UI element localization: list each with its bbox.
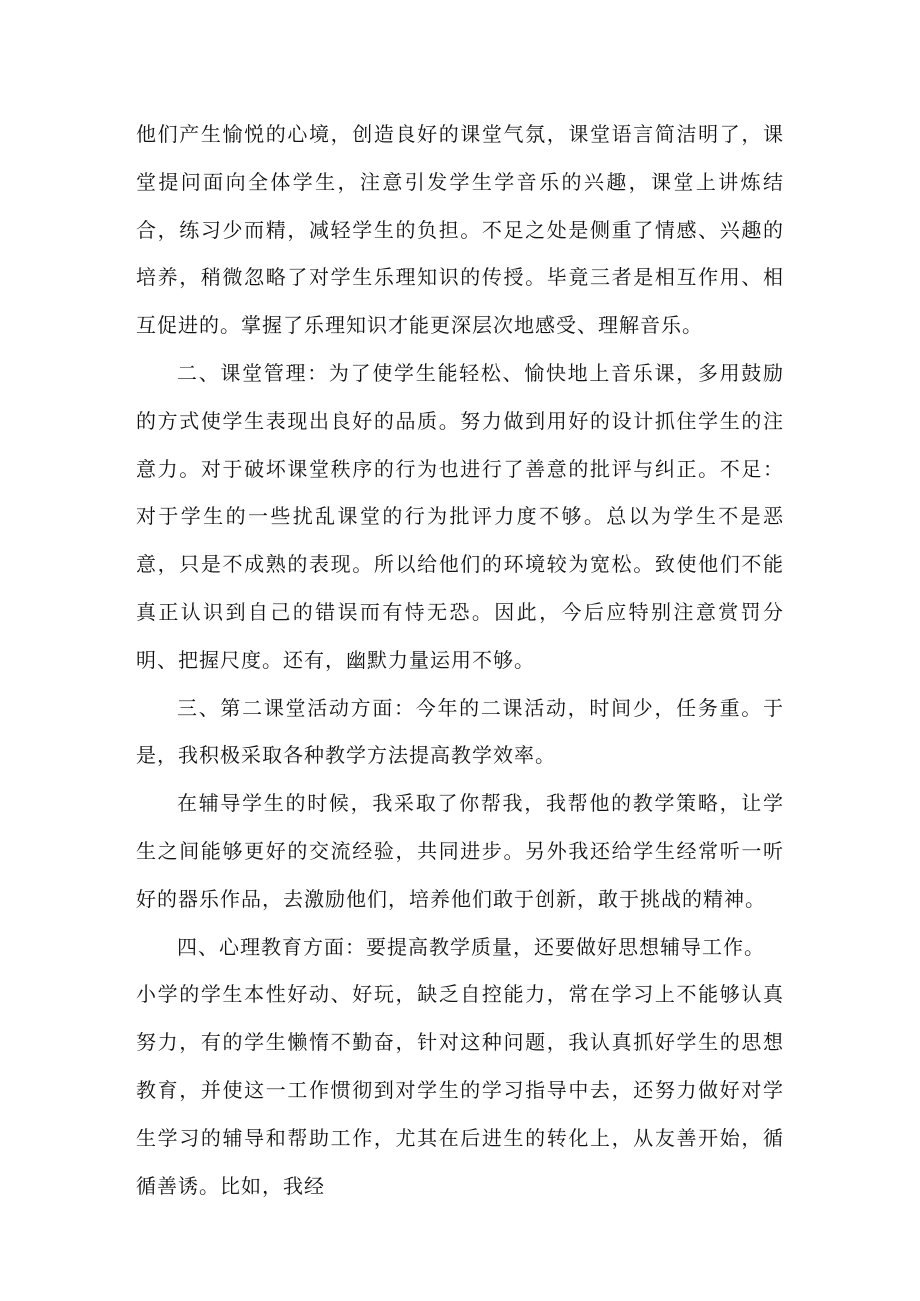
paragraph-tutoring: 在辅导学生的时候，我采取了你帮我，我帮他的教学策略，让学生之间能够更好的交流经验，共同进步。另外我还给学生经常听一听好的器乐作品，去激励他们，培养他们敢于创新，敢于挑战的精神。 xyxy=(136,791,784,911)
paragraph-student-nature: 小学的学生本性好动、好玩，缺乏自控能力，常在学习上不能够认真努力，有的学生懒惰不勤奋，针对这种问题，我认真抓好学生的思想教育，并使这一工作惯彻到对学生的学习指导中去，还努力做好对学生学习的辅导和帮助工作，尤其在后进生的转化上，从友善开始，循循善诱。比如，我经 xyxy=(136,982,784,1198)
paragraph-second-classroom: 三、第二课堂活动方面：今年的二课活动，时间少，任务重。于是，我积极采取各种教学方法提高教学效率。 xyxy=(136,695,784,768)
document-body xyxy=(136,111,784,1210)
paragraph-teaching-summary: 他们产生愉悦的心境，创造良好的课堂气氛，课堂语言简洁明了，课堂提问面向全体学生，注意引发学生学音乐的兴趣，课堂上讲炼结合，练习少而精，减轻学生的负担。不足之处是侧重了情感、兴趣的培养，稍微忽略了对学生乐理知识的传授。毕竟三者是相互作用、相互促进的。掌握了乐理知识才能更深层次地感受、理解音乐。 xyxy=(136,122,784,338)
paragraph-psychological-education: 四、心理教育方面：要提高教学质量，还要做好思想辅导工作。 xyxy=(177,934,765,959)
paragraph-classroom-management: 二、课堂管理：为了使学生能轻松、愉快地上音乐课，多用鼓励的方式使学生表现出良好的品质。努力做到用好的设计抓住学生的注意力。对于破坏课堂秩序的行为也进行了善意的批评与纠正。不足：对于学生的一些扰乱课堂的行为批评力度不够。总以为学生不是恶意，只是不成熟的表现。所以给他们的环境较为宽松。致使他们不能真正认识到自己的错误而有恃无恐。因此，今后应特别注意赏罚分明、把握尺度。还有，幽默力量运用不够。 xyxy=(136,360,784,672)
